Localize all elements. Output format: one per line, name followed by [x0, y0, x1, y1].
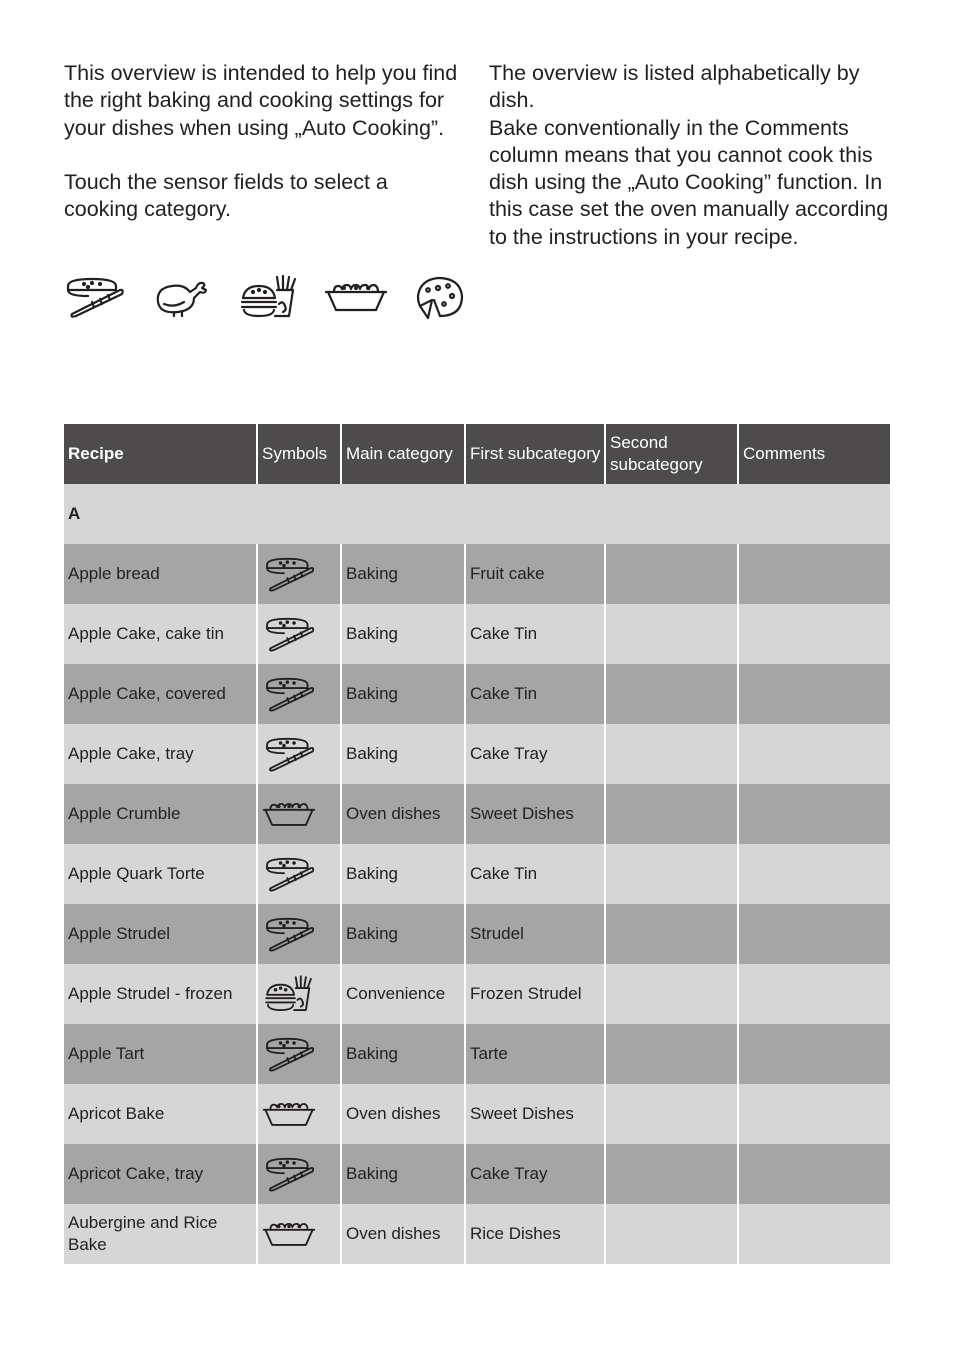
- first-subcategory-cell: Fruit cake: [466, 544, 606, 604]
- recipe-cell: Apple Cake, tray: [64, 724, 258, 784]
- main-category-cell: Baking: [342, 1144, 466, 1204]
- bread-icon: [262, 1043, 316, 1062]
- second-subcategory-cell: [606, 604, 739, 664]
- header-symbols: Symbols: [258, 424, 342, 484]
- recipe-cell: Apple Strudel: [64, 904, 258, 964]
- first-subcategory-cell: Tarte: [466, 1024, 606, 1084]
- comments-cell: [739, 844, 890, 904]
- first-subcategory-cell: Sweet Dishes: [466, 784, 606, 844]
- recipe-cell: Apple Quark Torte: [64, 844, 258, 904]
- recipe-cell: Apricot Bake: [64, 1084, 258, 1144]
- recipe-cell: Apple Tart: [64, 1024, 258, 1084]
- recipe-cell: Apple bread: [64, 544, 258, 604]
- main-category-cell: Baking: [342, 724, 466, 784]
- second-subcategory-cell: [606, 784, 739, 844]
- comments-cell: [739, 784, 890, 844]
- section-letter: A: [64, 484, 890, 544]
- recipe-cell: Apple Cake, cake tin: [64, 604, 258, 664]
- first-subcategory-cell: Cake Tray: [466, 724, 606, 784]
- symbol-cell: [258, 1024, 342, 1084]
- category-icon-row: [62, 272, 472, 324]
- main-category-cell: Oven dishes: [342, 1204, 466, 1264]
- recipe-cell: Aubergine and Rice Bake: [64, 1204, 258, 1264]
- comments-cell: [739, 724, 890, 784]
- header-comments: Comments: [739, 424, 890, 484]
- comments-cell: [739, 904, 890, 964]
- intro-right: [489, 60, 899, 251]
- bread-icon: [262, 563, 316, 582]
- oven-dish-icon: [262, 1223, 316, 1242]
- table-row: [64, 844, 890, 904]
- second-subcategory-cell: [606, 844, 739, 904]
- pizza-icon: [408, 272, 472, 322]
- symbol-cell: [258, 904, 342, 964]
- symbol-cell: [258, 784, 342, 844]
- main-category-cell: Baking: [342, 544, 466, 604]
- symbol-cell: [258, 664, 342, 724]
- table-row: [64, 1024, 890, 1084]
- table-row: [64, 604, 890, 664]
- first-subcategory-cell: Strudel: [466, 904, 606, 964]
- second-subcategory-cell: [606, 724, 739, 784]
- comments-cell: [739, 1084, 890, 1144]
- second-subcategory-cell: [606, 1024, 739, 1084]
- main-category-cell: Baking: [342, 604, 466, 664]
- comments-cell: [739, 964, 890, 1024]
- second-subcategory-cell: [606, 904, 739, 964]
- comments-cell: [739, 1144, 890, 1204]
- first-subcategory-cell: Sweet Dishes: [466, 1084, 606, 1144]
- header-first-subcategory: First subcategory: [466, 424, 606, 484]
- symbol-cell: [258, 844, 342, 904]
- second-subcategory-cell: [606, 1204, 739, 1264]
- poultry-icon: [150, 272, 214, 322]
- intro-right-paragraph-1: The overview is listed alphabetically by dish.: [489, 61, 860, 113]
- bread-icon: [262, 863, 316, 882]
- header-second-subcategory: Second subcategory: [606, 424, 739, 484]
- second-subcategory-cell: [606, 544, 739, 604]
- comments-cell: [739, 544, 890, 604]
- table-header-row: [64, 424, 890, 484]
- intro-left-paragraph-2: Touch the sensor fields to select a cooking category.: [64, 169, 388, 222]
- oven-dish-icon: [324, 272, 388, 322]
- symbol-cell: [258, 604, 342, 664]
- comments-cell: [739, 1024, 890, 1084]
- table-row: [64, 664, 890, 724]
- second-subcategory-cell: [606, 664, 739, 724]
- symbol-cell: [258, 1204, 342, 1264]
- second-subcategory-cell: [606, 1144, 739, 1204]
- oven-dish-icon: [262, 803, 316, 822]
- oven-dish-icon: [262, 1103, 316, 1122]
- table-row: [64, 1204, 890, 1264]
- main-category-cell: Oven dishes: [342, 784, 466, 844]
- intro-left: [64, 60, 464, 223]
- intro-left-paragraph-1: This overview is intended to help you find the right baking and cooking settings for your dishes when using „Auto Cooking”.: [64, 61, 458, 140]
- header-main-category: Main category: [342, 424, 466, 484]
- table-row: [64, 724, 890, 784]
- bread-icon: [262, 923, 316, 942]
- symbol-cell: [258, 724, 342, 784]
- recipe-cell: Apple Crumble: [64, 784, 258, 844]
- table-row: [64, 904, 890, 964]
- first-subcategory-cell: Frozen Strudel: [466, 964, 606, 1024]
- convenience-icon: [237, 272, 301, 322]
- symbol-cell: [258, 964, 342, 1024]
- comments-cell: [739, 1204, 890, 1264]
- table-row: [64, 784, 890, 844]
- comments-cell: [739, 604, 890, 664]
- symbol-cell: [258, 544, 342, 604]
- section-row: [64, 484, 890, 544]
- table-row: [64, 964, 890, 1024]
- recipe-cell: Apple Cake, covered: [64, 664, 258, 724]
- symbol-cell: [258, 1084, 342, 1144]
- main-category-cell: Baking: [342, 1024, 466, 1084]
- main-category-cell: Baking: [342, 844, 466, 904]
- main-category-cell: Convenience: [342, 964, 466, 1024]
- first-subcategory-cell: Cake Tin: [466, 844, 606, 904]
- main-category-cell: Baking: [342, 904, 466, 964]
- header-recipe: Recipe: [64, 424, 258, 484]
- second-subcategory-cell: [606, 964, 739, 1024]
- second-subcategory-cell: [606, 1084, 739, 1144]
- bread-icon: [262, 683, 316, 702]
- recipe-cell: Apple Strudel - frozen: [64, 964, 258, 1024]
- convenience-icon: [262, 983, 316, 1002]
- comments-cell: [739, 664, 890, 724]
- table-row: [64, 1084, 890, 1144]
- bread-icon: [262, 1163, 316, 1182]
- recipe-overview-table: [64, 424, 890, 1264]
- bread-icon: [262, 623, 316, 642]
- bread-icon: [62, 272, 126, 322]
- first-subcategory-cell: Cake Tin: [466, 664, 606, 724]
- first-subcategory-cell: Cake Tray: [466, 1144, 606, 1204]
- first-subcategory-cell: Rice Dishes: [466, 1204, 606, 1264]
- intro-right-paragraph-2: Bake conventionally in the Comments column means that you cannot cook this dish using the „Auto Cooking” function. In this case set the oven manually according to the instructions in your recipe.: [489, 115, 889, 249]
- recipe-cell: Apricot Cake, tray: [64, 1144, 258, 1204]
- table-row: [64, 1144, 890, 1204]
- table-row: [64, 544, 890, 604]
- first-subcategory-cell: Cake Tin: [466, 604, 606, 664]
- symbol-cell: [258, 1144, 342, 1204]
- main-category-cell: Oven dishes: [342, 1084, 466, 1144]
- main-category-cell: Baking: [342, 664, 466, 724]
- bread-icon: [262, 743, 316, 762]
